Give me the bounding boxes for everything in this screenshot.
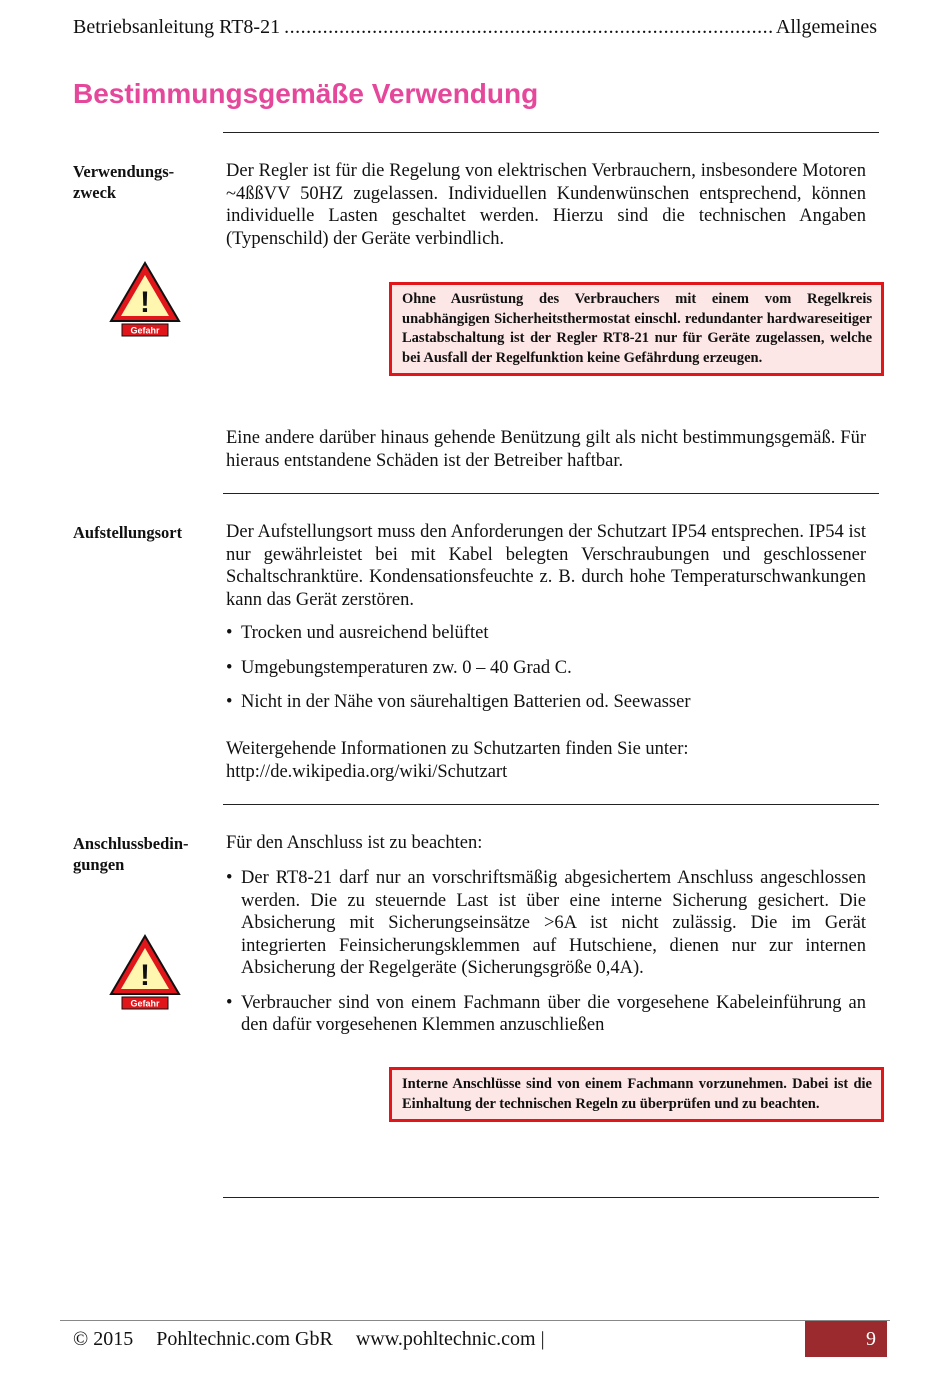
section-label-verwendungszweck: Verwendungs- zweck <box>73 162 175 202</box>
footer-copyright: © 2015 <box>73 1328 134 1350</box>
svg-text:Gefahr: Gefahr <box>130 325 160 336</box>
list-item: • Nicht in der Nähe von säurehaltigen Batterien od. Seewasser <box>226 692 691 712</box>
running-header <box>73 14 877 40</box>
aufstellung-text: Der Aufstellungsort muss den Anforderungen der Schutzart IP54 entsprechen. IP54 ist nur gewährleistet bei mit Kabel belegten Verschraubungen und geschlossener Schaltschranktüre. Kondensationsfeuchte z. B. durch hohe Temperaturschwankungen kann das Gerät zerstören. <box>226 522 866 610</box>
page-footer <box>73 1326 563 1352</box>
svg-text:!: ! <box>140 286 150 319</box>
section-divider <box>223 132 879 133</box>
schutzart-info <box>226 738 866 783</box>
aufstellung-bullet-list <box>226 622 866 726</box>
list-item: • Trocken und ausreichend belüftet <box>226 623 489 643</box>
anschluss-intro: Für den Anschluss ist zu beachten: <box>226 833 483 853</box>
footer-company: Pohltechnic.com GbR <box>156 1328 333 1350</box>
danger-warning-icon <box>108 260 182 338</box>
section-divider <box>223 804 879 805</box>
header-leader-dots <box>284 14 772 40</box>
header-chapter: Allgemeines <box>775 16 877 38</box>
anschluss-bullet-list <box>226 867 866 1049</box>
header-doc-title: Betriebsanleitung RT8-21 <box>73 16 281 38</box>
warning-box-sicherheitsthermostat: Ohne Ausrüstung des Verbrauchers mit einem vom Regelkreis unabhängigen Sicherheitsthermostat einschl. redundanter hardwareseitiger Lastabschaltung ist der Regler RT8-21 nur für Geräte zugelassen, welche bei Ausfall der Regelfunktion keine Gefährdung erzeugen. <box>389 282 884 376</box>
list-item: • Der RT8-21 darf nur an vorschriftsmäßig abgesichertem Anschluss angeschlossen werden. Die zu steuernde Last ist über eine interne Sicherung gesichert. Die Absicherung mit Sicherungseinsätze >6A ist nicht zulässig. Die im Gerät integrierten Feinsicherungsklemmen auf Hutschiene, dienen nur zur internen Absicherung der Regelgeräte (Sicherungsgröße 0,4A). <box>226 868 866 978</box>
schutzart-info-line: Weitergehende Informationen zu Schutzarten finden Sie unter: <box>226 739 689 759</box>
list-item: • Verbraucher sind von einem Fachmann über die vorgesehene Kabeleinführung an den dafür vorgesehenen Klemmen anzuschließen <box>226 992 866 1035</box>
section-label-aufstellungsort: Aufstellungsort <box>73 523 183 542</box>
section-label-anschlussbedingungen: Anschlussbedin- gungen <box>73 834 189 874</box>
footer-divider <box>60 1320 890 1321</box>
danger-warning-icon <box>108 933 182 1011</box>
verwendung-note: Eine andere darüber hinaus gehende Benützung gilt als nicht bestimmungsgemäß. Für hieraus entstandene Schäden ist der Betreiber haftbar. <box>226 428 866 471</box>
svg-text:Gefahr: Gefahr <box>130 998 160 1009</box>
footer-website[interactable]: www.pohltechnic.com | <box>355 1328 545 1350</box>
page-title: Bestimmungsgemäße Verwendung <box>73 78 539 109</box>
verwendung-text: Der Regler ist für die Regelung von elektrischen Verbrauchern, insbesondere Motoren ~4ßßVV 50HZ zugelassen. Individuellen Kundenwünschen entsprechend, können individuelle Lasten geschaltet werden. Hierzu sind die technischen Angaben (Typenschild) der Geräte verbindlich. <box>226 161 866 249</box>
page-number: 9 <box>805 1321 887 1357</box>
section-divider <box>223 1197 879 1198</box>
list-item: • Umgebungstemperaturen zw. 0 – 40 Grad C. <box>226 657 572 678</box>
svg-text:!: ! <box>140 959 150 992</box>
warning-box-interne-anschluesse: Interne Anschlüsse sind von einem Fachmann vorzunehmen. Dabei ist die Einhaltung der technischen Regeln zu überprüfen und zu beachten. <box>389 1067 884 1122</box>
section-divider <box>223 493 879 494</box>
schutzart-link[interactable]: http://de.wikipedia.org/wiki/Schutzart <box>226 761 508 782</box>
